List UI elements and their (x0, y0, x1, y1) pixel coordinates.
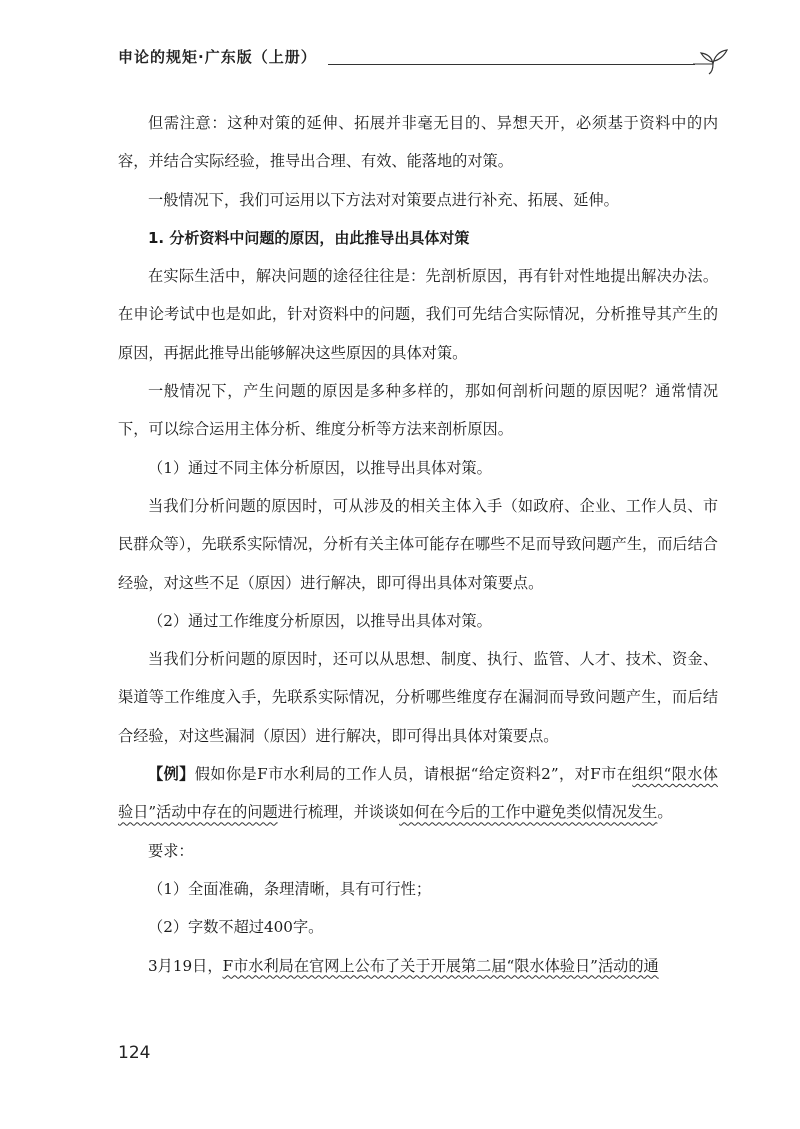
example-text-2: 进行梳理，并谈谈 (277, 803, 400, 822)
running-header (118, 44, 718, 74)
material-underlined: F市水利局在官网上公布了关于开展第二届“限水体验日”活动的通 (222, 956, 659, 975)
example-label: 【例】 (148, 765, 195, 784)
body-text (118, 104, 718, 985)
example-underlined-1: 组织“限水体验日”活动中存在的问题 (118, 765, 718, 822)
paragraph-methods-intro: 一般情况下，我们可运用以下方法对对策要点进行补充、拓展、延伸。 (148, 190, 619, 209)
requirements-heading: 要求： (148, 841, 194, 860)
paragraph-subject-analysis: 当我们分析问题的原因时，可从涉及的相关主体入手（如政府、企业、工作人员、市民群众等），先联系实际情况，分析有关主体可能存在哪些不足而导致问题产生，而后结合经验，对这些不足（原因）进行解决，即可得出具体对策要点。 (118, 496, 718, 592)
subheading-subject-analysis: （1）通过不同主体分析原因，以推导出具体对策。 (148, 458, 492, 477)
section-heading: 1. 分析资料中问题的原因，由此推导出具体对策 (148, 228, 470, 247)
paragraph-caution: 但需注意：这种对策的延伸、拓展并非毫无目的、异想天开，必须基于资料中的内容，并结合实际经验，推导出合理、有效、能落地的对策。 (118, 114, 718, 171)
material-last-line (118, 947, 718, 985)
subheading-dimension-analysis: （2）通过工作维度分析原因，以推导出具体对策。 (148, 611, 492, 630)
requirement-item-2: （2）字数不超过400字。 (148, 918, 324, 937)
example-underlined-2: 如何在今后的工作中避免类似情况发生 (399, 803, 658, 822)
requirement-item-1: （1）全面准确，条理清晰，具有可行性； (148, 879, 432, 898)
header-title: 申论的规矩·广东版（上册） (118, 48, 317, 66)
example-text-3: 。 (657, 803, 673, 822)
sprout-icon (688, 44, 738, 76)
header-rule (328, 64, 695, 65)
paragraph-dimension-analysis: 当我们分析问题的原因时，还可以从思想、制度、执行、监管、人才、技术、资金、渠道等工作维度入手，先联系实际情况，分析哪些维度存在漏洞而导致问题产生，而后结合经验，对这些漏洞（原因）进行解决，即可得出具体对策要点。 (118, 650, 718, 745)
example-text-1: 假如你是F市水利局的工作人员，请根据“给定资料2”，对F市在 (194, 765, 633, 784)
example-question (118, 755, 718, 832)
paragraph-causes: 一般情况下，产生问题的原因是多种多样的，那如何剖析问题的原因呢？通常情况下，可以综合运用主体分析、维度分析等方法来剖析原因。 (118, 382, 718, 439)
material-date: 3月19日， (148, 956, 223, 975)
page-number: 124 (118, 1043, 151, 1063)
paragraph-real-life: 在实际生活中，解决问题的途径往往是：先剖析原因，再有针对性地提出解决办法。在申论考试中也是如此，针对资料中的问题，我们可先结合实际情况，分析推导其产生的原因，再据此推导出能够解决这些原因的具体对策。 (118, 267, 718, 362)
